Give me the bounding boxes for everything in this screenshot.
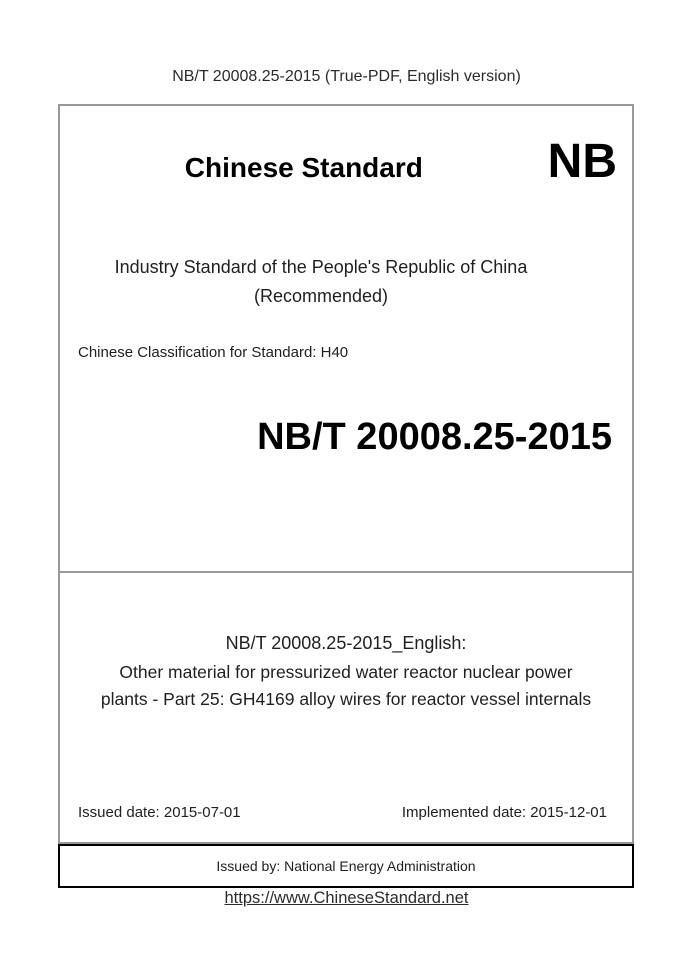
dates-row (60, 804, 632, 821)
site-link[interactable]: https://www.ChineseStandard.net (224, 889, 469, 907)
english-label: NB/T 20008.25-2015_English: (225, 633, 467, 653)
implemented-date: Implemented date: 2015-12-01 (401, 804, 607, 821)
brand-row (60, 135, 632, 188)
english-title: Other material for pressurized water reactor nuclear power plants - Part 25: GH4169 alloy wires for reactor vessel internals (100, 662, 592, 709)
cover-box (58, 104, 634, 844)
issued-by: Issued by: National Energy Administration (216, 858, 476, 874)
page-header: NB/T 20008.25-2015 (True-PDF, English version) (172, 68, 521, 85)
standard-type-line1: Industry Standard of the People's Republic of China (114, 257, 528, 277)
english-title-block (60, 632, 632, 713)
section-divider (60, 571, 632, 573)
link-row (0, 889, 693, 908)
standard-type-block (60, 253, 632, 311)
brand-title: Chinese Standard (184, 152, 423, 183)
classification-line: Chinese Classification for Standard: H40 (78, 344, 349, 361)
nb-logo: NB (547, 135, 617, 188)
issuer-box (58, 844, 634, 888)
standard-number: NB/T 20008.25-2015 (257, 416, 612, 458)
standard-type-line2: (Recommended) (253, 286, 389, 306)
issued-date: Issued date: 2015-07-01 (78, 804, 241, 821)
